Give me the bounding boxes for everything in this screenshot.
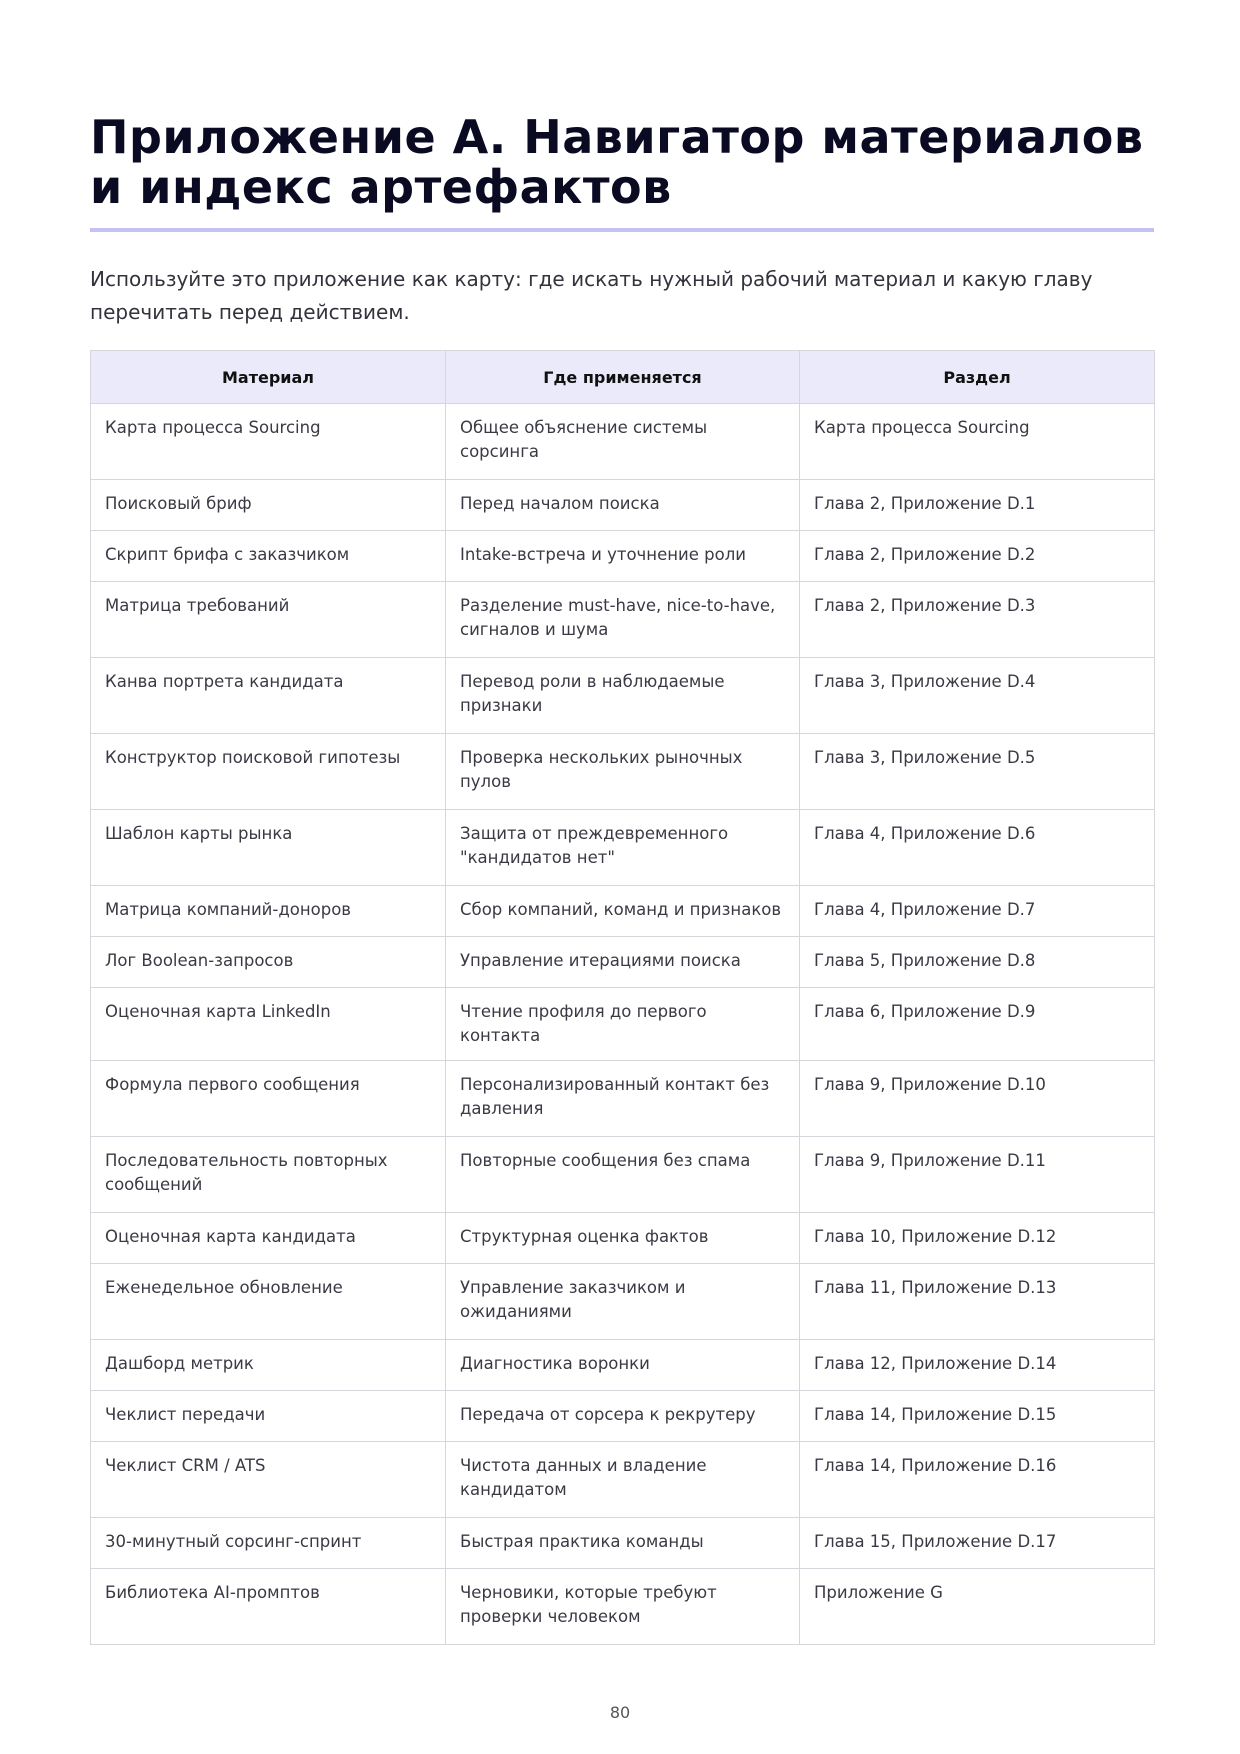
cell-usage: Разделение must-have, nice-to-have, сигналов и шума [446, 582, 800, 658]
cell-material: Матрица требований [91, 582, 446, 658]
cell-usage: Intake-встреча и уточнение роли [446, 531, 800, 582]
header-usage: Где применяется [446, 351, 800, 404]
cell-material: 30-минутный сорсинг-спринт [91, 1518, 446, 1569]
cell-section: Глава 2, Приложение D.3 [800, 582, 1155, 658]
cell-section: Карта процесса Sourcing [800, 404, 1155, 480]
cell-section: Глава 3, Приложение D.4 [800, 658, 1155, 734]
cell-material: Матрица компаний-доноров [91, 886, 446, 937]
cell-section: Глава 9, Приложение D.11 [800, 1137, 1155, 1213]
cell-material: Скрипт брифа с заказчиком [91, 531, 446, 582]
cell-section: Глава 12, Приложение D.14 [800, 1340, 1155, 1391]
header-material: Материал [91, 351, 446, 404]
cell-usage: Быстрая практика команды [446, 1518, 800, 1569]
cell-material: Оценочная карта кандидата [91, 1213, 446, 1264]
table-row [91, 1391, 1155, 1442]
title-underline [90, 228, 1154, 232]
table-row [91, 937, 1155, 988]
cell-usage: Управление итерациями поиска [446, 937, 800, 988]
cell-section: Глава 2, Приложение D.2 [800, 531, 1155, 582]
header-section: Раздел [800, 351, 1155, 404]
cell-usage: Передача от сорсера к рекрутеру [446, 1391, 800, 1442]
cell-material: Карта процесса Sourcing [91, 404, 446, 480]
cell-usage: Перевод роли в наблюдаемые признаки [446, 658, 800, 734]
cell-section: Глава 14, Приложение D.15 [800, 1391, 1155, 1442]
table-row [91, 1340, 1155, 1391]
table-row [91, 1264, 1155, 1340]
table-row [91, 404, 1155, 480]
cell-usage: Структурная оценка фактов [446, 1213, 800, 1264]
table-row [91, 1518, 1155, 1569]
table-row [91, 1061, 1155, 1137]
table-row [91, 988, 1155, 1061]
cell-material: Дашборд метрик [91, 1340, 446, 1391]
table-row [91, 810, 1155, 886]
cell-section: Глава 6, Приложение D.9 [800, 988, 1155, 1061]
table-row [91, 886, 1155, 937]
cell-section: Приложение G [800, 1569, 1155, 1645]
cell-section: Глава 9, Приложение D.10 [800, 1061, 1155, 1137]
cell-material: Оценочная карта LinkedIn [91, 988, 446, 1061]
table-body [91, 404, 1155, 1645]
cell-section: Глава 4, Приложение D.6 [800, 810, 1155, 886]
cell-material: Чеклист CRM / ATS [91, 1442, 446, 1518]
cell-section: Глава 11, Приложение D.13 [800, 1264, 1155, 1340]
cell-usage: Сбор компаний, команд и признаков [446, 886, 800, 937]
table-row [91, 480, 1155, 531]
cell-usage: Защита от преждевременного "кандидатов нет" [446, 810, 800, 886]
cell-usage: Управление заказчиком и ожиданиями [446, 1264, 800, 1340]
cell-section: Глава 10, Приложение D.12 [800, 1213, 1155, 1264]
page-number: 80 [609, 1703, 631, 1722]
table-row [91, 658, 1155, 734]
table-row [91, 582, 1155, 658]
cell-usage: Персонализированный контакт без давления [446, 1061, 800, 1137]
page-title: Приложение А. Навигатор материалов и индекс артефактов [90, 110, 1144, 214]
cell-material: Формула первого сообщения [91, 1061, 446, 1137]
cell-material: Библиотека AI-промптов [91, 1569, 446, 1645]
table-row [91, 1442, 1155, 1518]
table-row [91, 1569, 1155, 1645]
intro-paragraph: Используйте это приложение как карту: где искать нужный рабочий материал и какую главу перечитать перед действием. [90, 267, 1093, 324]
cell-section: Глава 3, Приложение D.5 [800, 734, 1155, 810]
cell-usage: Чтение профиля до первого контакта [446, 988, 800, 1061]
cell-material: Канва портрета кандидата [91, 658, 446, 734]
cell-material: Чеклист передачи [91, 1391, 446, 1442]
table-row [91, 1213, 1155, 1264]
cell-usage: Перед началом поиска [446, 480, 800, 531]
cell-material: Последовательность повторных сообщений [91, 1137, 446, 1213]
cell-material: Конструктор поисковой гипотезы [91, 734, 446, 810]
cell-usage: Диагностика воронки [446, 1340, 800, 1391]
cell-section: Глава 5, Приложение D.8 [800, 937, 1155, 988]
cell-section: Глава 4, Приложение D.7 [800, 886, 1155, 937]
cell-usage: Общее объяснение системы сорсинга [446, 404, 800, 480]
cell-material: Еженедельное обновление [91, 1264, 446, 1340]
table-row [91, 1137, 1155, 1213]
table-header-row [91, 351, 1155, 404]
materials-table [90, 350, 1155, 1645]
table-row [91, 734, 1155, 810]
cell-usage: Чистота данных и владение кандидатом [446, 1442, 800, 1518]
cell-usage: Черновики, которые требуют проверки человеком [446, 1569, 800, 1645]
table-row [91, 531, 1155, 582]
cell-section: Глава 2, Приложение D.1 [800, 480, 1155, 531]
cell-material: Поисковый бриф [91, 480, 446, 531]
cell-section: Глава 14, Приложение D.16 [800, 1442, 1155, 1518]
cell-material: Лог Boolean-запросов [91, 937, 446, 988]
cell-usage: Проверка нескольких рыночных пулов [446, 734, 800, 810]
cell-section: Глава 15, Приложение D.17 [800, 1518, 1155, 1569]
cell-usage: Повторные сообщения без спама [446, 1137, 800, 1213]
cell-material: Шаблон карты рынка [91, 810, 446, 886]
